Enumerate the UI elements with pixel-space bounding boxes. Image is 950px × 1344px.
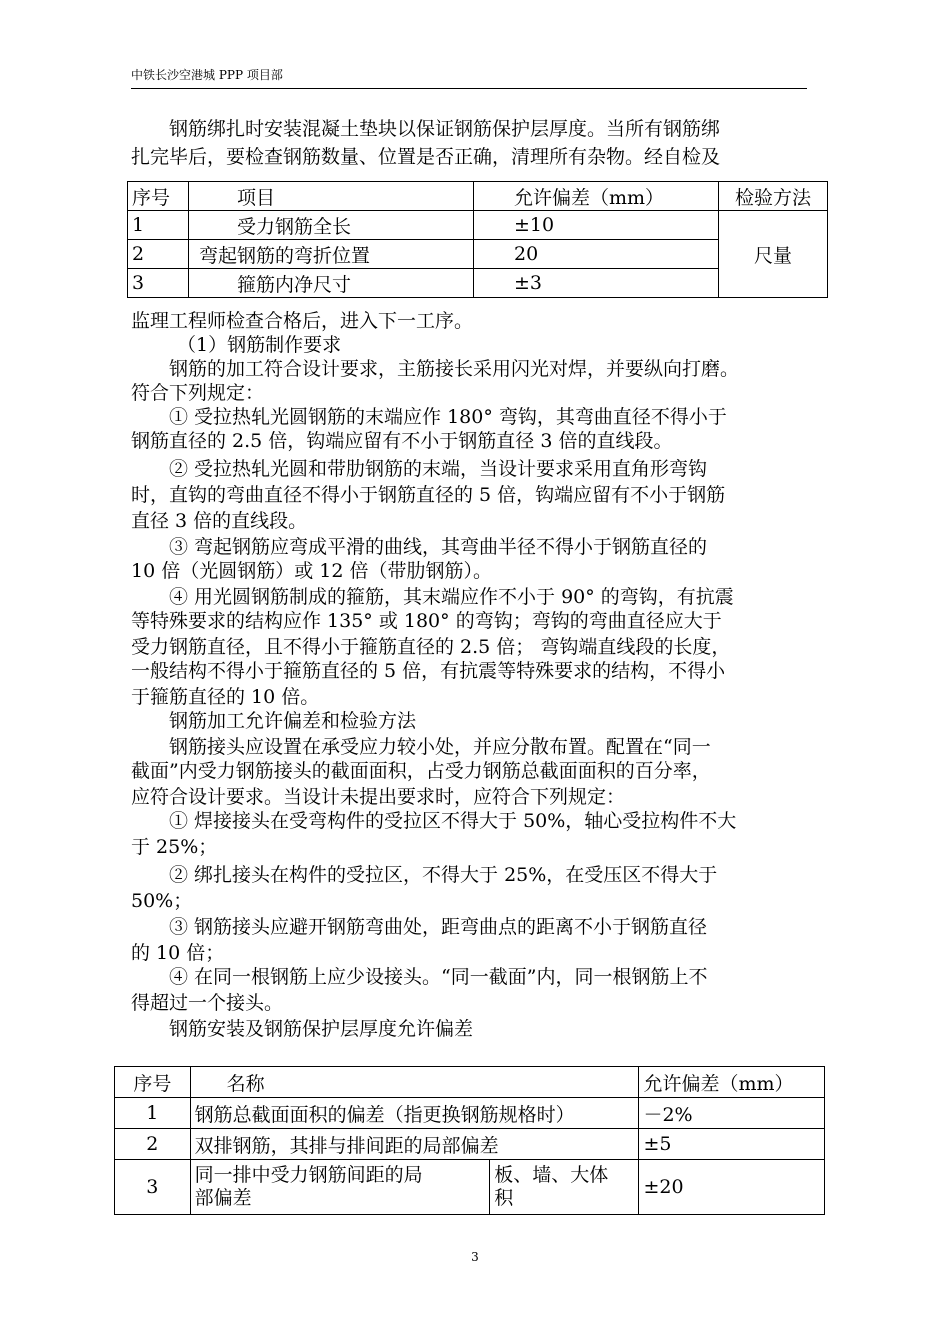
table-cell: ±20	[639, 1160, 825, 1215]
table-cell: 2	[115, 1129, 191, 1160]
body-line: 直径 3 倍的直线段。	[131, 510, 308, 532]
page-number: 3	[471, 1250, 479, 1264]
body-line: 受力钢筋直径，且不得小于箍筋直径的 2.5 倍； 弯钩端直线段的长度，	[131, 636, 731, 658]
table-cell: 钢筋总截面面积的偏差（指更换钢筋规格时）	[190, 1098, 639, 1129]
body-line: 一般结构不得小于箍筋直径的 5 倍，有抗震等特殊要求的结构，不得小	[131, 660, 726, 682]
cell-line: 板、墙、大体	[494, 1164, 609, 1186]
body-line: 钢筋直径的 2.5 倍，钩端应留有不小于钢筋直径 3 倍的直线段。	[131, 430, 673, 452]
table-cell: －2%	[639, 1098, 825, 1129]
table-cell-method: 尺量	[719, 211, 828, 298]
section-heading: （1）钢筋制作要求	[177, 334, 342, 356]
table-header-cell: 序号	[128, 182, 189, 211]
table-cell	[190, 1160, 490, 1215]
section-heading: 钢筋加工允许偏差和检验方法	[169, 710, 417, 732]
cell-line: 积	[494, 1187, 514, 1209]
table-cell: 1	[128, 211, 189, 240]
table-cell: 双排钢筋，其排与排间距的局部偏差	[190, 1129, 639, 1160]
table-header-cell: 检验方法	[719, 182, 828, 211]
body-line: ③ 弯起钢筋应弯成平滑的曲线，其弯曲半径不得小于钢筋直径的	[169, 536, 708, 558]
table-header-cell: 允许偏差（mm）	[639, 1067, 825, 1098]
body-line: 得超过一个接头。	[131, 992, 284, 1014]
body-line: 50%；	[131, 890, 193, 912]
body-line: 的 10 倍；	[131, 942, 225, 964]
body-line: 扎完毕后，要检查钢筋数量、位置是否正确，清理所有杂物。经自检及	[131, 146, 721, 168]
table-cell: 20	[474, 240, 719, 269]
table-cell: 箍筋内净尺寸	[189, 269, 474, 298]
table-header-row	[128, 182, 828, 211]
rebar-fabrication-tolerance-table	[127, 181, 828, 298]
body-line: 钢筋的加工符合设计要求，主筋接长采用闪光对焊，并要纵向打磨。	[169, 358, 740, 380]
body-line: 钢筋绑扎时安装混凝土垫块以保证钢筋保护层厚度。当所有钢筋绑	[169, 118, 721, 140]
table-cell: 1	[115, 1098, 191, 1129]
table-cell	[490, 1160, 639, 1215]
body-line: ④ 在同一根钢筋上应少设接头。“同一截面”内，同一根钢筋上不	[169, 966, 708, 988]
page-header: 中铁长沙空港城 PPP 项目部	[131, 66, 807, 89]
table-cell: ±5	[639, 1129, 825, 1160]
body-line: 截面”内受力钢筋接头的截面面积，占受力钢筋总截面面积的百分率，	[131, 760, 711, 782]
section-heading: 钢筋安装及钢筋保护层厚度允许偏差	[169, 1018, 474, 1040]
body-line: ③ 钢筋接头应避开钢筋弯曲处，距弯曲点的距离不小于钢筋直径	[169, 916, 708, 938]
body-line: 符合下列规定：	[131, 382, 265, 404]
table-header-cell: 序号	[115, 1067, 191, 1098]
body-line: ④ 用光圆钢筋制成的箍筋，其末端应作不小于 90° 的弯钩，有抗震	[169, 586, 734, 608]
table-cell: 3	[128, 269, 189, 298]
body-line: 10 倍（光圆钢筋）或 12 倍（带肋钢筋）。	[131, 560, 492, 582]
body-line: 监理工程师检查合格后，进入下一工序。	[131, 310, 474, 332]
body-line: 时，直钩的弯曲直径不得小于钢筋直径的 5 倍，钩端应留有不小于钢筋	[131, 484, 726, 506]
rebar-installation-tolerance-table	[114, 1066, 825, 1215]
table-cell: 3	[115, 1160, 191, 1215]
table-header-cell: 名称	[190, 1067, 639, 1098]
table-cell: ±3	[474, 269, 719, 298]
body-line: 于箍筋直径的 10 倍。	[131, 686, 320, 708]
table-cell: 受力钢筋全长	[189, 211, 474, 240]
table-header-cell: 项目	[189, 182, 474, 211]
body-line: 等特殊要求的结构应作 135° 或 180° 的弯钩；弯钩的弯曲直径应大于	[131, 610, 722, 632]
table-header-row	[115, 1067, 825, 1098]
table-row	[128, 211, 828, 240]
table-row	[115, 1160, 825, 1215]
body-line: 钢筋接头应设置在承受应力较小处，并应分散布置。配置在“同一	[169, 736, 711, 758]
body-line: ② 绑扎接头在构件的受拉区，不得大于 25%，在受压区不得大于	[169, 864, 718, 886]
body-line: ② 受拉热轧光圆和带肋钢筋的末端，当设计要求采用直角形弯钩	[169, 458, 708, 480]
cell-line: 同一排中受力钢筋间距的局	[194, 1164, 423, 1186]
table-row	[115, 1129, 825, 1160]
body-line: ① 受拉热轧光圆钢筋的末端应作 180° 弯钩，其弯曲直径不得小于	[169, 406, 727, 428]
table-cell: 弯起钢筋的弯折位置	[189, 240, 474, 269]
table-header-cell: 允许偏差（mm）	[474, 182, 719, 211]
body-line: 于 25%；	[131, 836, 218, 858]
body-line: 应符合设计要求。当设计未提出要求时，应符合下列规定：	[131, 786, 626, 808]
table-row	[115, 1098, 825, 1129]
table-cell: 2	[128, 240, 189, 269]
body-line: ① 焊接接头在受弯构件的受拉区不得大于 50%，轴心受拉构件不大	[169, 810, 737, 832]
cell-line: 部偏差	[194, 1187, 252, 1209]
table-cell: ±10	[474, 211, 719, 240]
